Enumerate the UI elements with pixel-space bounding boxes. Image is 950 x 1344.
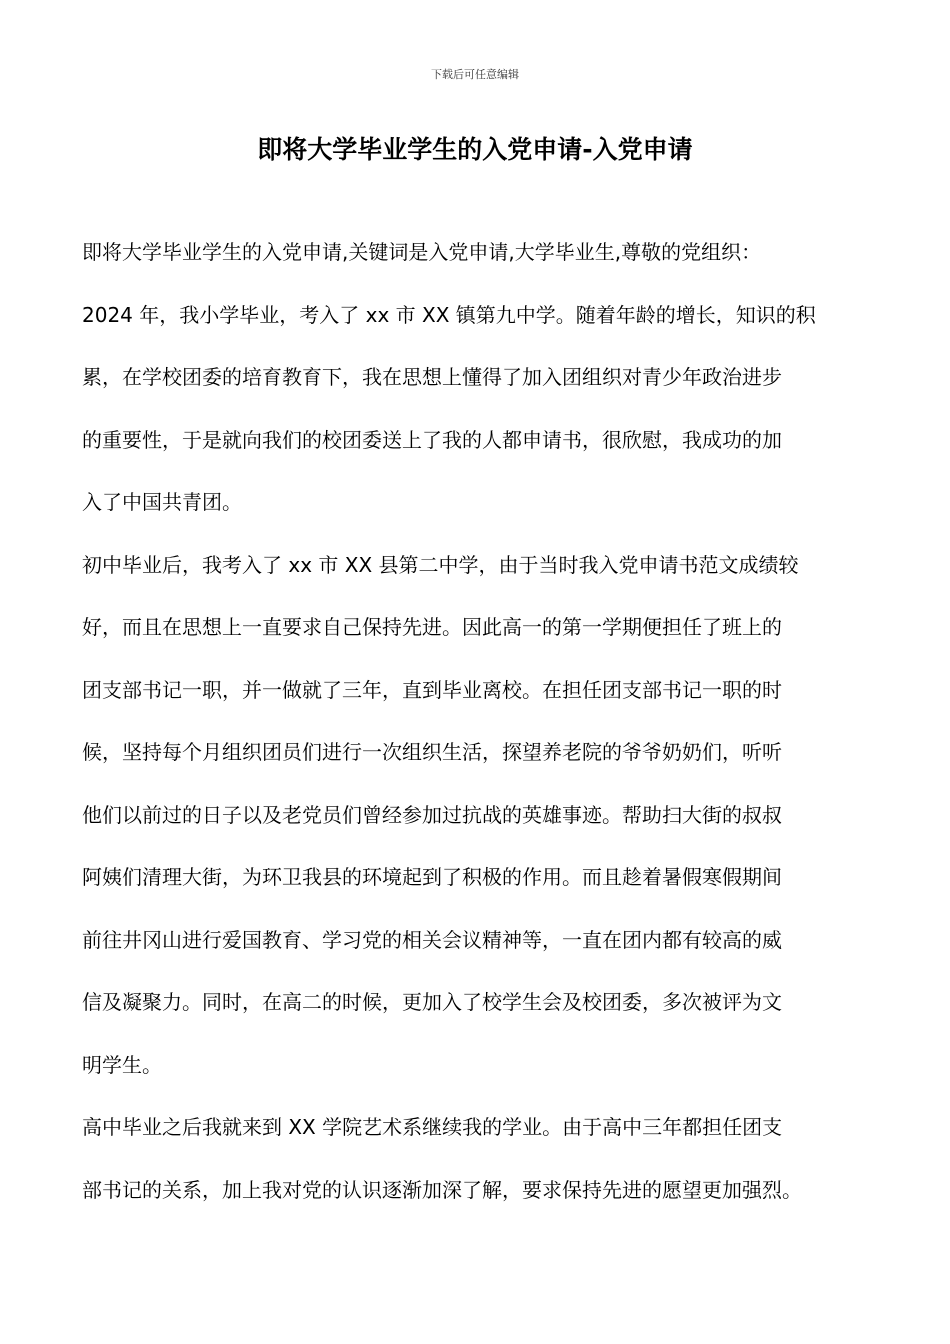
body-line: 部书记的关系，加上我对党的认识逐渐加深了解，要求保持先进的愿望更加强烈。	[82, 1177, 802, 1202]
body-line: 前往井冈山进行爱国教育、学习党的相关会议精神等，一直在团内都有较高的威	[82, 927, 782, 952]
body-line: 初中毕业后，我考入了 xx 市 XX 县第二中学，由于当时我入党申请书范文成绩较	[82, 552, 799, 577]
header-note: 下载后可任意编辑	[431, 68, 519, 81]
body-line: 2024 年，我小学毕业，考入了 xx 市 XX 镇第九中学。随着年龄的增长，知识的积	[82, 302, 816, 327]
document-title: 即将大学毕业学生的入党申请-入党申请	[257, 135, 693, 164]
document-body	[82, 221, 872, 1221]
body-line: 团支部书记一职，并一做就了三年，直到毕业离校。在担任团支部书记一职的时	[82, 677, 782, 702]
body-line: 即将大学毕业学生的入党申请,关键词是入党申请,大学毕业生,尊敬的党组织：	[82, 240, 762, 264]
body-line: 信及凝聚力。同时，在高二的时候，更加入了校学生会及校团委，多次被评为文	[82, 990, 782, 1014]
body-line: 高中毕业之后我就来到 XX 学院艺术系继续我的学业。由于高中三年都担任团支	[82, 1115, 783, 1139]
body-line: 他们以前过的日子以及老党员们曾经参加过抗战的英雄事迹。帮助扫大街的叔叔	[82, 802, 782, 827]
body-line: 候，坚持每个月组织团员们进行一次组织生活，探望养老院的爷爷奶奶们，听听	[82, 740, 782, 764]
body-line: 阿姨们清理大街，为环卫我县的环境起到了积极的作用。而且趁着暑假寒假期间	[82, 865, 782, 889]
body-line: 的重要性，于是就向我们的校团委送上了我的人都申请书，很欣慰，我成功的加	[82, 427, 782, 452]
body-line: 累，在学校团委的培育教育下，我在思想上懂得了加入团组织对青少年政治进步	[82, 365, 782, 389]
body-line: 入了中国共青团。	[82, 490, 242, 514]
body-line: 明学生。	[82, 1052, 162, 1077]
body-line: 好，而且在思想上一直要求自己保持先进。因此高一的第一学期便担任了班上的	[82, 615, 782, 639]
